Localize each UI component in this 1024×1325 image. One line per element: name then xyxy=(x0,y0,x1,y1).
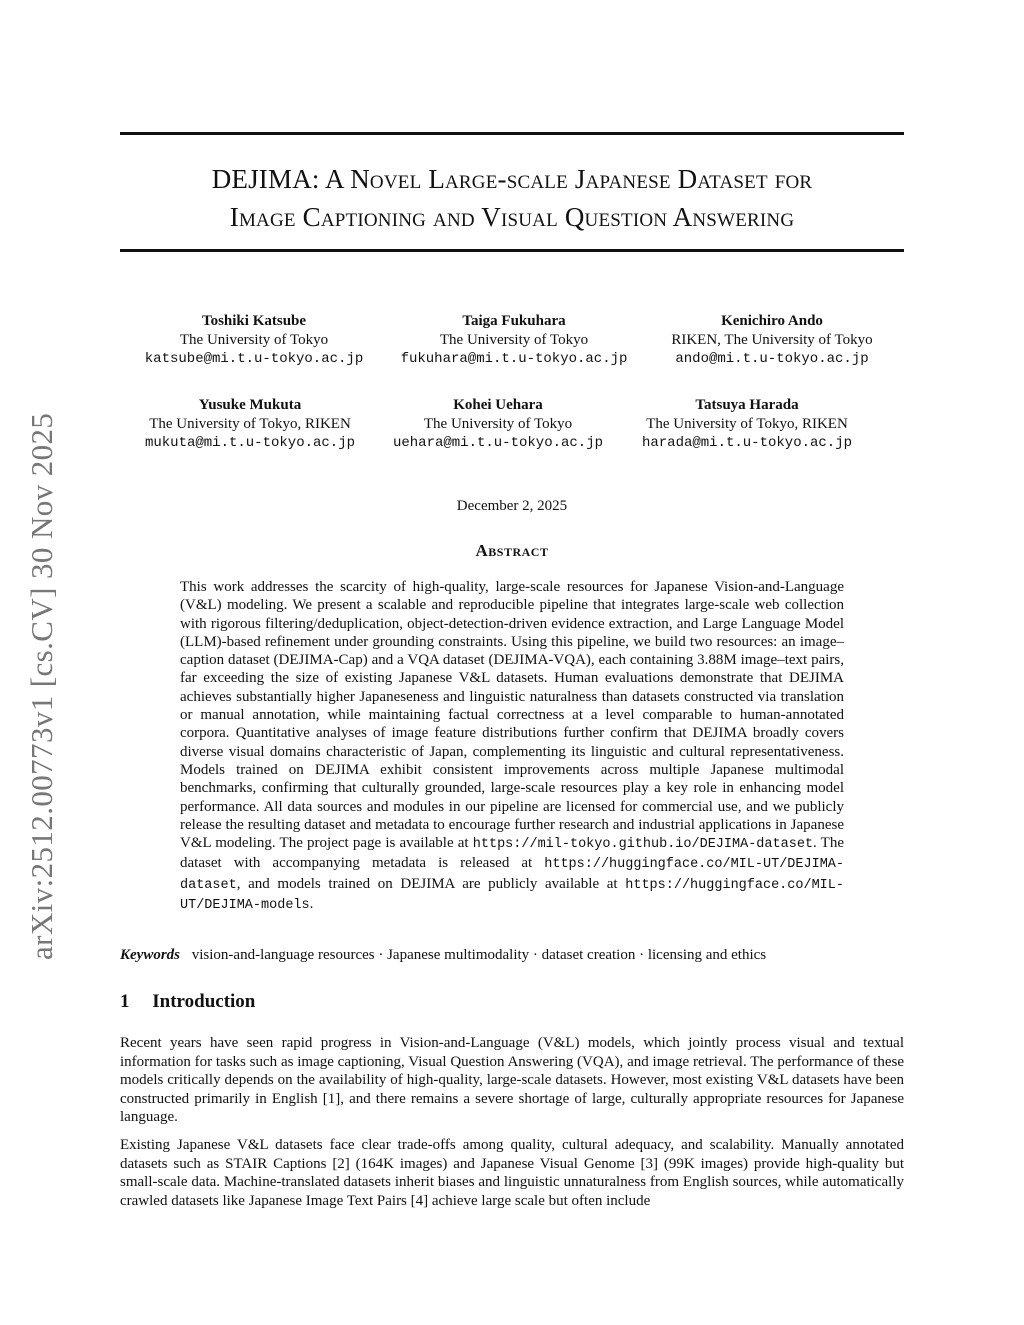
author-name: Taiga Fukuhara xyxy=(462,313,566,329)
abstract-text-segment: . The dataset with accompanying metadata is released at xyxy=(180,835,844,872)
section-heading-introduction xyxy=(120,991,255,1013)
abstract-text-main: This work addresses the scarcity of high-quality, large-scale resources for Japanese Vision-and-Language (V&L) modeling. We present a scalable and reproducible pipeline that integrates large-scale web collection with rigorous filtering/deduplication, object-detection-driven evidence extraction, and Large Language Model (LLM)-based refinement under grounding constraints. Using this pipeline, we build two resources: an image–caption dataset (DEJIMA-Cap) and a VQA dataset (DEJIMA-VQA), each containing 3.88M image–text pairs, far exceeding the size of existing Japanese V&L datasets. Human evaluations demonstrate that DEJIMA achieves substantially higher Japaneseness and linguistic naturalness than datasets constructed via translation or manual annotation, while maintaining factual correctness at a level comparable to human-annotated corpora. Quantitative analyses of image feature distributions further confirm that DEJIMA broadly covers diverse visual domains characteristic of Japan, complementing its linguistic and cultural representativeness. Models trained on DEJIMA exhibit consistent improvements across multiple Japanese multimodal benchmarks, confirming that culturally grounded, large-scale resources play a key role in enhancing model performance. All data sources and modules in our pipeline are licensed for commercial use, and we publicly release the resulting dataset and metadata to encourage further research and industrial applications in Japanese V&L modeling. The project page is available at xyxy=(180,579,844,852)
author-block xyxy=(364,312,664,369)
author-name: Toshiki Katsube xyxy=(201,313,307,329)
author-affiliation: RIKEN, The University of Tokyo xyxy=(671,332,873,348)
author-affiliation: The University of Tokyo xyxy=(179,332,329,348)
section-number: 1 xyxy=(120,991,130,1012)
keywords-line xyxy=(120,945,904,965)
models-link[interactable]: https://huggingface.co/MIL-UT/DEJIMA-models xyxy=(180,877,844,914)
author-affiliation: The University of Tokyo xyxy=(423,416,573,432)
title-rule-bottom xyxy=(120,249,904,252)
paper-title xyxy=(120,160,904,236)
section-title: Introduction xyxy=(152,991,256,1012)
author-email[interactable]: mukuta@mi.t.u-tokyo.ac.jp xyxy=(144,435,356,451)
dataset-link[interactable]: https://huggingface.co/MIL-UT/DEJIMA-dataset xyxy=(180,857,844,893)
keywords-label: Keywords xyxy=(120,947,180,963)
paper-title-line-1: DEJIMA: A Novel Large-scale Japanese Dataset for xyxy=(211,164,813,194)
author-name: Yusuke Mukuta xyxy=(198,397,302,413)
publication-date: December 2, 2025 xyxy=(456,498,568,514)
author-email[interactable]: uehara@mi.t.u-tokyo.ac.jp xyxy=(392,435,604,451)
introduction-paragraph-2: Existing Japanese V&L datasets face clear trade-offs among quality, cultural adequacy, and scalability. Manually annotated datasets such as STAIR Captions [2] (164K images) and Japanese Visual Genome [3] (99K images) provide high-quality but small-scale data. Machine-translated datasets inherit biases and linguistic unnaturalness from English sources, while automatically crawled datasets like Japanese Image Text Pairs [4] achieve large scale but often include xyxy=(120,1137,904,1209)
author-email[interactable]: katsube@mi.t.u-tokyo.ac.jp xyxy=(144,351,364,367)
author-email[interactable]: ando@mi.t.u-tokyo.ac.jp xyxy=(675,351,869,367)
author-name: Kenichiro Ando xyxy=(721,313,823,329)
abstract-heading: Abstract xyxy=(475,541,549,560)
title-rule-top xyxy=(120,132,904,135)
project-page-link[interactable]: https://mil-tokyo.github.io/DEJIMA-dataset xyxy=(472,837,814,853)
author-affiliation: The University of Tokyo, RIKEN xyxy=(149,416,351,432)
author-name: Tatsuya Harada xyxy=(695,397,799,413)
introduction-paragraph-1: Recent years have seen rapid progress in Vision-and-Language (V&L) models, which jointly process visual and textual information for tasks such as image captioning, Visual Question Answering (VQA), and image retrieval. The performance of these models critically depends on the availability of high-quality, large-scale datasets. However, most existing V&L datasets have been constructed primarily in English [1], and there remains a severe shortage of large, culturally appropriate resources for Japanese language. xyxy=(120,1035,904,1126)
author-block xyxy=(104,312,404,369)
author-affiliation: The University of Tokyo, RIKEN xyxy=(646,416,848,432)
author-block xyxy=(622,312,922,369)
arxiv-identifier: arXiv:2512.00773v1 [cs.CV] 30 Nov 2025 xyxy=(24,412,59,960)
author-block xyxy=(597,396,897,453)
abstract-text-segment: , and models trained on DEJIMA are publicly available at xyxy=(236,875,626,892)
author-email[interactable]: fukuhara@mi.t.u-tokyo.ac.jp xyxy=(400,351,628,367)
abstract-text xyxy=(180,578,844,915)
author-email[interactable]: harada@mi.t.u-tokyo.ac.jp xyxy=(641,435,853,451)
abstract-text-end: . xyxy=(309,896,314,913)
author-affiliation: The University of Tokyo xyxy=(439,332,589,348)
keywords-list: vision-and-language resources · Japanese multimodality · dataset creation · licensing and ethics xyxy=(191,947,767,963)
author-name: Kohei Uehara xyxy=(453,397,543,413)
paper-title-line-2: Image Captioning and Visual Question Answering xyxy=(229,202,795,232)
